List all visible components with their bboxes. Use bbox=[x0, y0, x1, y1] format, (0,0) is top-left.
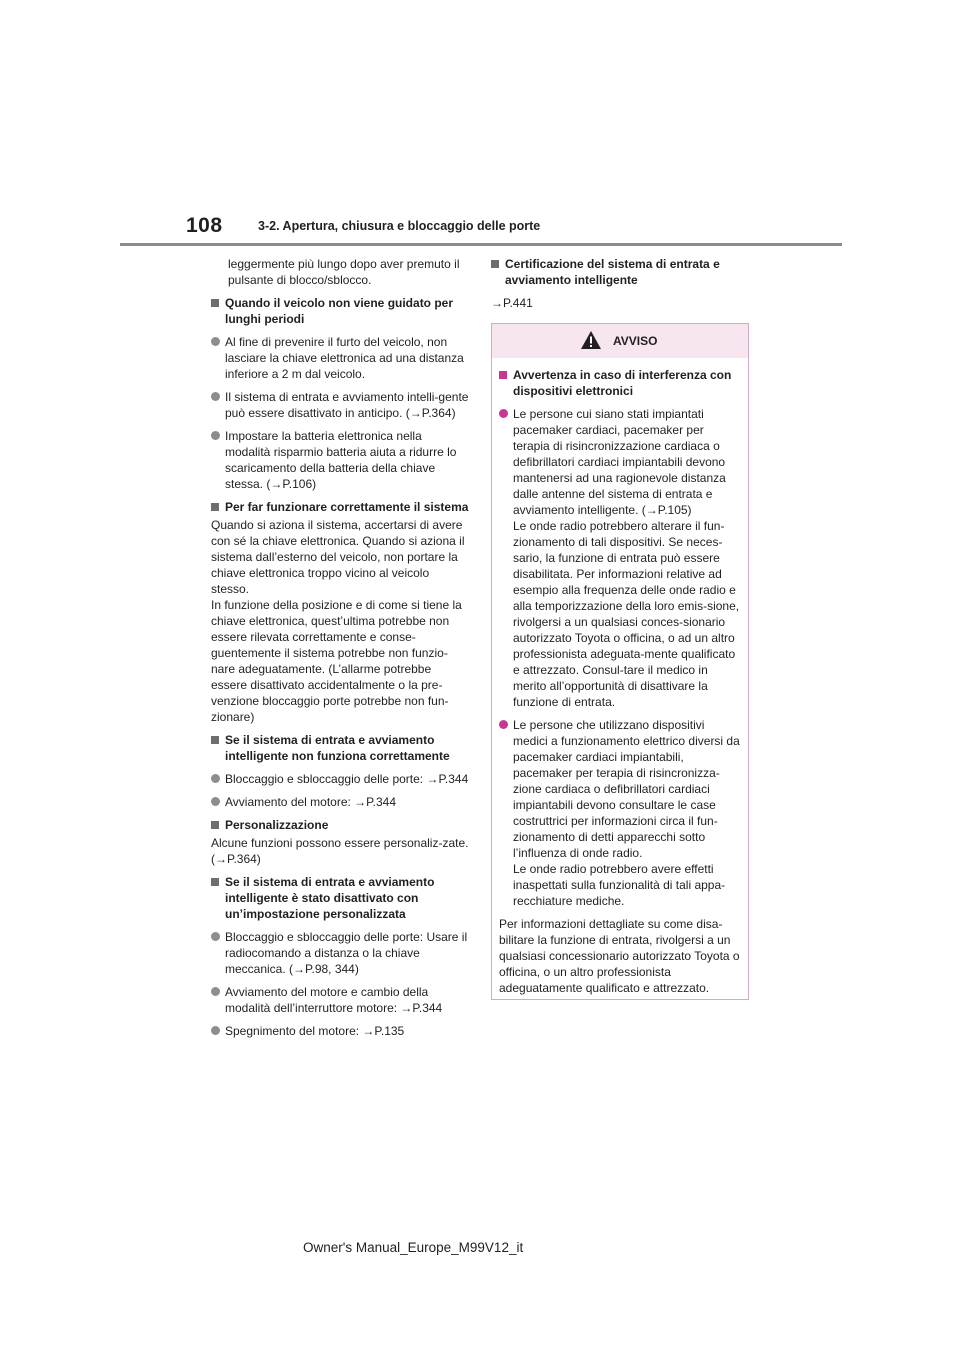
body-paragraph: Alcune funzioni possono essere personaliz-zate. (→P.364) bbox=[211, 836, 469, 866]
page-reference: →P.441 bbox=[491, 296, 533, 310]
section-heading: Se il sistema di entrata e avviamento intelligente è stato disattivato con un’impostazione personalizzata bbox=[211, 874, 469, 922]
body-paragraph: In funzione della posizione e di come si tiene la chiave elettronica, quest’ultima potrebbe non essere rilevata correttamente e conse-guentemente il sistema potrebbe non funzio-nare adeguatamente. (L’allarme potrebbe essere disattivato accidentalmente o la pre-venzione bloccaggio porte potrebbe non fun-zionare) bbox=[211, 598, 462, 724]
warning-header bbox=[492, 324, 748, 358]
bullet-item: Impostare la batteria elettronica nella modalità risparmio batteria aiuta a ridurre lo scaricamento della batteria della chiave stessa. (→P.106) bbox=[211, 428, 469, 492]
warning-box bbox=[491, 323, 749, 1000]
bullet-item: Bloccaggio e sbloccaggio delle porte: →P.344 bbox=[211, 771, 469, 787]
page-number: 108 bbox=[186, 214, 223, 237]
warning-bullet-continuation: Le onde radio potrebbero alterare il fun-zionamento di tali dispositivi. Se neces-sario, la funzione di entrata può essere disabilitata. Per informazioni relative ad esempio alla frequenza delle onde radio e alla temporizzazione della loro emis-sione, rivolgersi a un qualsiasi conces-sionario autorizzato Toyota o officina, o ad un altro professionista adeguata-mente qualificato e attrezzato. Consul-tare il medico in merito all’opportunità di disattivare la funzione di entrata. bbox=[513, 519, 740, 709]
section-heading: Se il sistema di entrata e avviamento intelligente non funziona correttamente bbox=[211, 732, 469, 764]
bullet-item: Al fine di prevenire il furto del veicolo, non lasciare la chiave elettronica ad una distanza inferiore a 2 m dal veicolo. bbox=[211, 334, 469, 382]
warning-bullet: Le persone che utilizzano dispositivi medici a funzionamento elettrico diversi da pacemaker cardiaci impiantabili, pacemaker per terapia di risincronizza-zione cardiaca o defibrillatori cardiaci impiantabili devono consultare le case costruttrici per informazioni circa il fun-zionamento di detti apparecchi sotto l’influenza di onde radio. bbox=[499, 717, 741, 861]
warning-bullet-continuation: Le onde radio potrebbero avere effetti inaspettati sulla funzionalità di tali appa-recchiature mediche. bbox=[513, 862, 726, 908]
warning-body bbox=[492, 358, 748, 996]
bullet-item: Bloccaggio e sbloccaggio delle porte: Usare il radiocomando a distanza o la chiave meccanica. (→P.98, 344) bbox=[211, 929, 469, 977]
left-column bbox=[211, 256, 469, 1046]
body-paragraph: Quando si aziona il sistema, accertarsi di avere con sé la chiave elettronica. Quando si aziona il sistema dall’esterno del veicolo, non portare la chiave elettronica troppo vicino al veicolo stesso. bbox=[211, 518, 465, 596]
warning-label: AVVISO bbox=[613, 334, 658, 348]
warning-bullet: Le persone cui siano stati impiantati pacemaker cardiaci, pacemaker per terapia di risincronizzazione cardiaca o defibrillatori cardiaci impiantabili devono mantenersi ad una ragionevole distanza dalle antenne del sistema di entrata e avviamento intelligente. (→P.105) bbox=[499, 406, 741, 518]
bullet-item: Avviamento del motore e cambio della modalità dell’interruttore motore: →P.344 bbox=[211, 984, 469, 1016]
bullet-item: Avviamento del motore: →P.344 bbox=[211, 794, 469, 810]
section-heading: Per far funzionare correttamente il sistema bbox=[211, 499, 469, 515]
section-heading: Quando il veicolo non viene guidato per lunghi periodi bbox=[211, 295, 469, 327]
header-rule bbox=[120, 243, 842, 246]
warning-triangle-icon bbox=[580, 330, 602, 350]
section-title: 3-2. Apertura, chiusura e bloccaggio delle porte bbox=[258, 219, 541, 233]
continuation-text: leggermente più lungo dopo aver premuto il pulsante di blocco/sblocco. bbox=[228, 257, 460, 287]
right-column bbox=[491, 256, 751, 318]
section-heading: Certificazione del sistema di entrata e avviamento intelligente bbox=[491, 256, 751, 288]
warning-heading: Avvertenza in caso di interferenza con dispositivi elettronici bbox=[499, 367, 741, 399]
warning-closing-paragraph: Per informazioni dettagliate su come disa-bilitare la funzione di entrata, rivolgersi a un qualsiasi concessionario autorizzato Toyota o officina, o un altro professionista adeguatamente qualificato e attrezzato. bbox=[499, 917, 740, 995]
bullet-item: Spegnimento del motore: →P.135 bbox=[211, 1023, 469, 1039]
bullet-item: Il sistema di entrata e avviamento intelli-gente può essere disattivato in anticipo. (→P.364) bbox=[211, 389, 469, 421]
footer-text: Owner's Manual_Europe_M99V12_it bbox=[303, 1240, 524, 1255]
section-heading: Personalizzazione bbox=[211, 817, 469, 833]
